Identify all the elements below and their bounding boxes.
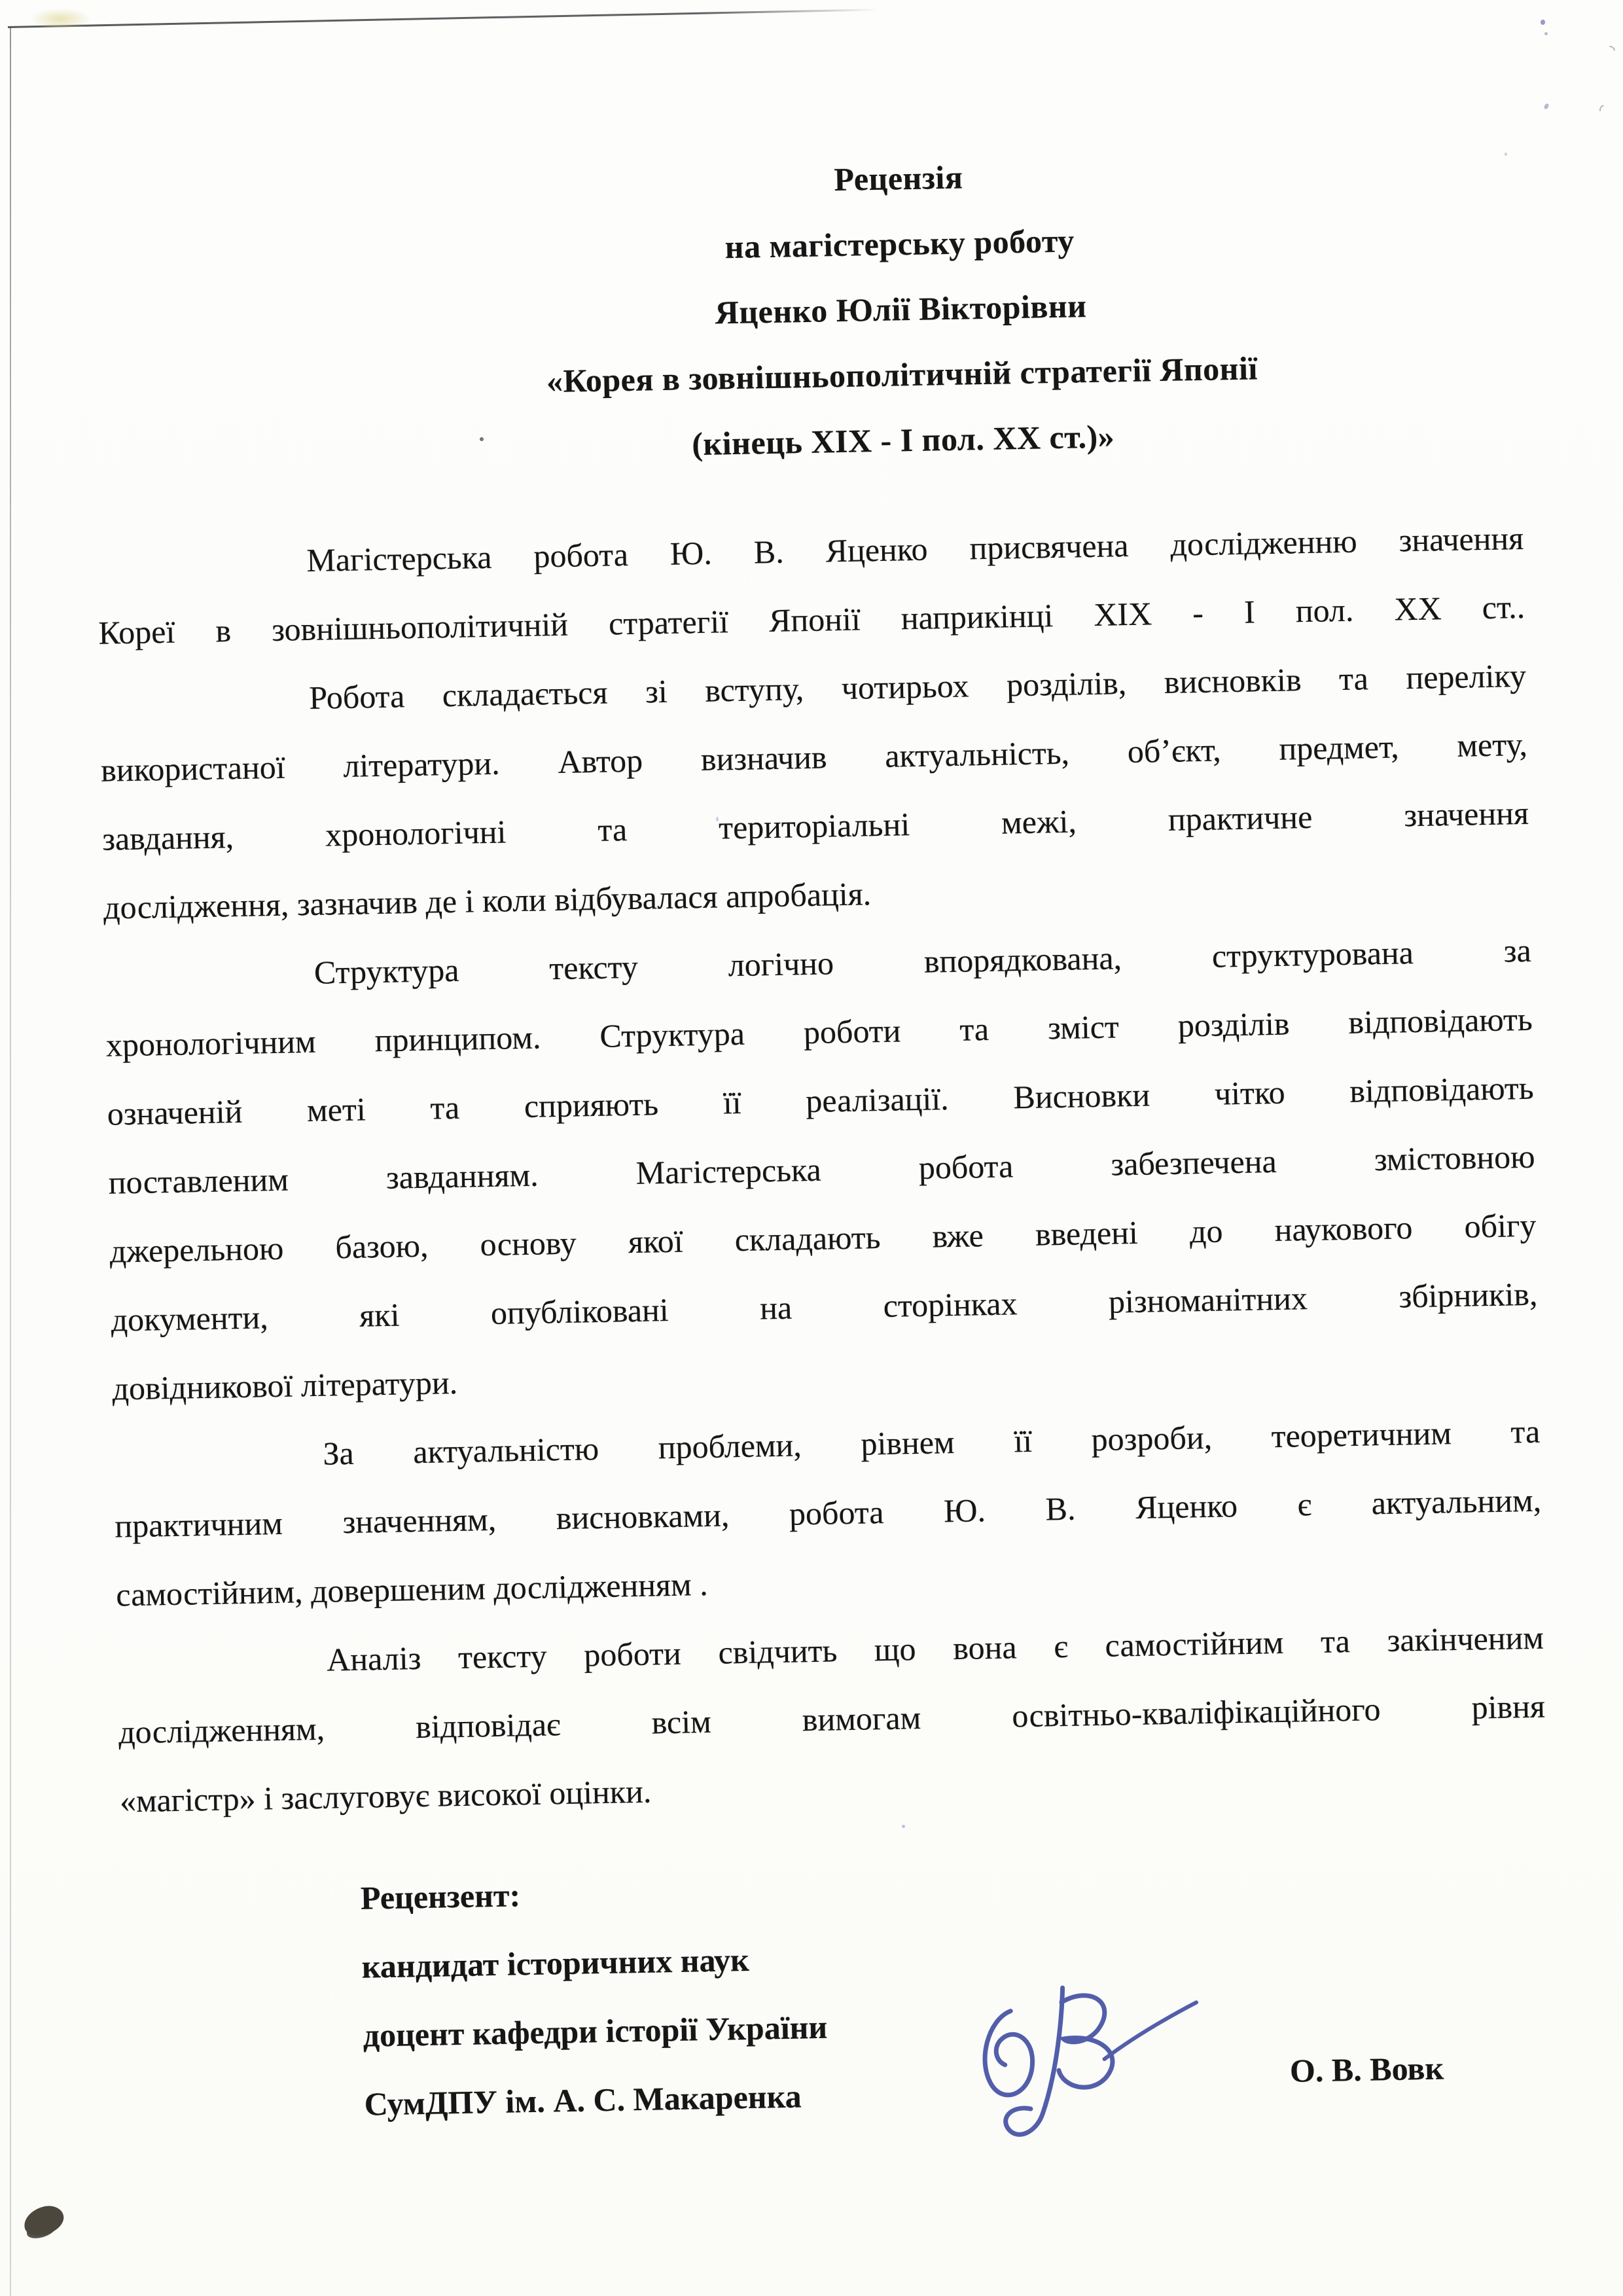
- credential-line: кандидат історичних наук: [361, 1941, 750, 1985]
- body-text-line: дослідженням, відповідає всім вимогам освітньо-кваліфікаційного рівня: [118, 1687, 1546, 1751]
- title-line: Рецензія: [833, 158, 963, 198]
- document-title: [191, 133, 1611, 486]
- body-text-line: Магістерська робота Ю. В. Яценко присвячена дослідженню значення: [306, 519, 1524, 579]
- credential-line: Рецензент:: [360, 1876, 521, 1916]
- body-text-line: Структура тексту логічно впорядкована, структурована за: [313, 931, 1532, 991]
- title-line: Яценко Юлії Вікторівни: [715, 287, 1087, 331]
- title-line: на магістерську роботу: [724, 222, 1075, 266]
- body-text-line: поставленим завданням. Магістерська робота забезпечена змістовною: [108, 1138, 1535, 1201]
- body-text-line: хронологічним принципом. Структура роботи та зміст розділів відповідають: [105, 1000, 1533, 1064]
- body-text-line: використаної літератури. Автор визначив актуальність, об’єкт, предмет, мету,: [100, 725, 1528, 789]
- title-line: «Корея в зовнішньополітичній стратегії Японії: [546, 350, 1258, 400]
- credential-line: доцент кафедри історії України: [363, 2008, 828, 2054]
- body-text-line: Аналіз тексту роботи свідчить що вона є самостійним та закінченим: [326, 1619, 1544, 1678]
- body-text-line: За актуальністю проблеми, рівнем її розроби, теоретичним та: [322, 1412, 1541, 1472]
- body-text-line: Робота складається зі вступу, чотирьох розділів, висновків та переліку: [308, 656, 1527, 716]
- body-text-line: джерельною базою, основу якої складають вже введені до наукового обігу: [109, 1206, 1537, 1270]
- body-text-line: завдання, хронологічні та територіальні межі, практичне значення: [101, 794, 1529, 857]
- body-text-line: «магістр» і заслуговує високої оцінки.: [119, 1772, 652, 1820]
- scan-speck: [1603, 44, 1618, 59]
- review-body: [97, 504, 1547, 1836]
- signer-name: О. В. Вовк: [1289, 2049, 1444, 2089]
- handwritten-signature: [963, 1973, 1228, 2155]
- body-text-line: практичним значенням, висновками, робота Ю. В. Яценко є актуальним,: [114, 1481, 1542, 1545]
- body-text-line: самостійним, довершеним дослідженням .: [115, 1566, 709, 1613]
- body-text-line: означеній меті та сприяють її реалізації. Висновки чітко відповідають: [107, 1069, 1535, 1132]
- body-text-line: документи, які опубліковані на сторінках різноманітних збірників,: [111, 1275, 1538, 1338]
- body-text-line: дослідження, зазначив де і коли відбувалася апробація.: [103, 875, 872, 926]
- body-text-line: довідникової літератури.: [112, 1363, 458, 1407]
- body-text-line: Кореї в зовнішньополітичній стратегії Японії наприкінці XIX - І пол. XX ст..: [98, 588, 1525, 651]
- credential-line: СумДПУ ім. А. С. Макаренка: [364, 2077, 802, 2123]
- title-line: (кінець XIX - І пол. XX ст.)»: [691, 418, 1115, 463]
